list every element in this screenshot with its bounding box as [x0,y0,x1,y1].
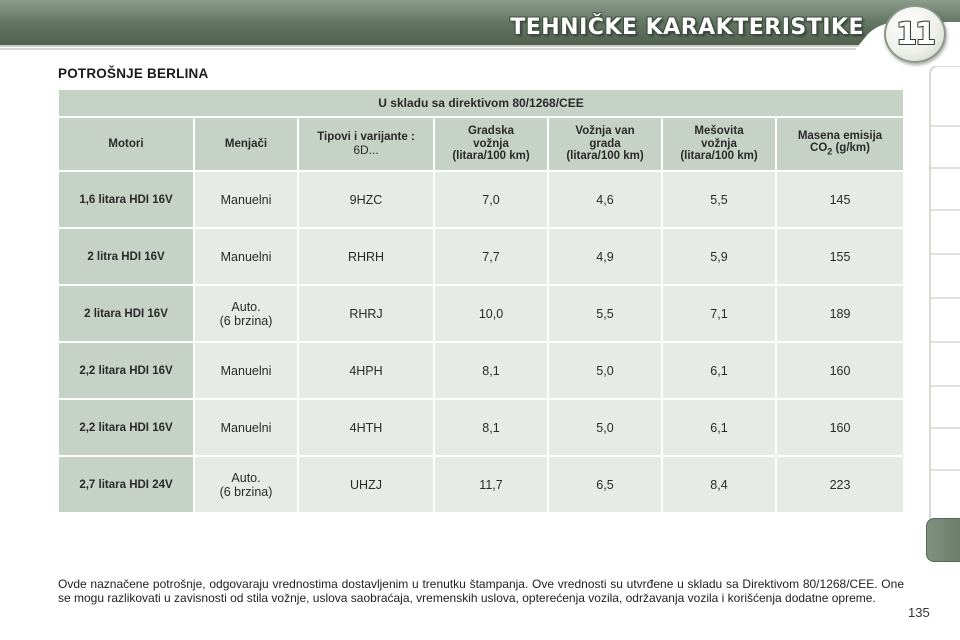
col-header-urban-l3: (litara/100 km) [452,150,530,163]
col-header-co2-sub: 2 [827,146,833,157]
cell-gearbox: Manuelni [195,400,297,455]
cell-engine: 2,2 litara HDI 16V [59,343,193,398]
cell-co2: 145 [777,172,903,227]
col-header-urban-l2: vožnja [473,137,509,150]
chapter-number: 11 [896,16,934,52]
cell-extra-urban: 5,5 [549,286,661,341]
cell-type: 9HZC [299,172,433,227]
section-title: POTROŠNJE BERLINA [58,66,209,81]
cell-urban: 8,1 [435,400,547,455]
col-header-extra-urban-l2: grada [589,137,621,150]
cell-urban: 7,7 [435,229,547,284]
cell-extra-urban: 5,0 [549,343,661,398]
table-row [59,343,903,398]
cell-combined: 6,1 [663,343,775,398]
col-header-urban [435,118,547,170]
col-header-extra-urban [549,118,661,170]
cell-co2: 189 [777,286,903,341]
col-header-combined-l1: Mešovita [694,125,744,138]
cell-urban: 10,0 [435,286,547,341]
cell-type: RHRH [299,229,433,284]
cell-engine: 2 litra HDI 16V [59,229,193,284]
table-header-row [59,118,903,170]
cell-urban: 7,0 [435,172,547,227]
cell-combined: 5,5 [663,172,775,227]
cell-urban: 11,7 [435,457,547,512]
cell-combined: 6,1 [663,400,775,455]
table-row [59,229,903,284]
col-header-co2 [777,118,903,170]
cell-co2: 160 [777,343,903,398]
col-header-types-label: Tipovi i varijante : [317,131,415,143]
cell-extra-urban: 4,6 [549,172,661,227]
cell-gearbox: Auto. (6 brzina) [195,286,297,341]
table-row [59,172,903,227]
consumption-table [57,88,905,514]
page-number: 135 [908,605,930,620]
cell-type: 4HPH [299,343,433,398]
table-row [59,400,903,455]
cell-gearbox: Auto. (6 brzina) [195,457,297,512]
col-header-types-value: 6D... [353,142,379,157]
cell-combined: 8,4 [663,457,775,512]
chapter-tab-strip [926,66,960,536]
chapter-number-badge [884,5,946,63]
col-header-types [299,118,433,170]
col-header-co2-unit: (g/km) [832,142,870,155]
table-row [59,457,903,512]
cell-gearbox: Manuelni [195,229,297,284]
table-row [59,286,903,341]
cell-gearbox: Manuelni [195,172,297,227]
cell-type: UHZJ [299,457,433,512]
col-header-combined-l2: vožnja [701,137,737,150]
col-header-co2-l1: Masena emisija [797,129,883,142]
col-header-engine: Motori [59,118,193,170]
cell-engine: 2,2 litara HDI 16V [59,400,193,455]
cell-co2: 160 [777,400,903,455]
table-body [59,172,903,512]
col-header-combined-l3: (litara/100 km) [680,150,758,163]
cell-co2: 223 [777,457,903,512]
cell-gearbox: Manuelni [195,343,297,398]
cell-engine: 2,7 litara HDI 24V [59,457,193,512]
cell-combined: 7,1 [663,286,775,341]
col-header-extra-urban-l3: (litara/100 km) [566,150,644,163]
cell-co2: 155 [777,229,903,284]
cell-extra-urban: 6,5 [549,457,661,512]
col-header-gearbox: Menjači [195,118,297,170]
cell-engine: 1,6 litara HDI 16V [59,172,193,227]
chapter-title: TEHNIČKE KARAKTERISTIKE [510,15,864,40]
cell-combined: 5,9 [663,229,775,284]
chapter-header [0,0,960,64]
col-header-extra-urban-l1: Vožnja van [575,125,635,138]
col-header-co2-prefix: CO [810,142,828,155]
col-header-urban-l1: Gradska [467,125,515,138]
cell-type: RHRJ [299,286,433,341]
table-caption: U skladu sa direktivom 80/1268/CEE [59,90,903,116]
active-chapter-tab[interactable] [926,518,960,562]
cell-engine: 2 litara HDI 16V [59,286,193,341]
cell-extra-urban: 5,0 [549,400,661,455]
cell-type: 4HTH [299,400,433,455]
cell-extra-urban: 4,9 [549,229,661,284]
col-header-combined [663,118,775,170]
cell-urban: 8,1 [435,343,547,398]
footnote-text: Ovde naznačene potrošnje, odgovaraju vrednostima dostavljenim u trenutku štampanja. Ove vrednosti su utvrđene u skladu sa Direktivom 80/1268/CEE. One se mogu razlikovati u zavisnosti od stila vožnje, uslova saobraćaja, vremenskih uslova, opterećenja vozila, održavanja vozila i korišćenja dodatne opreme. [58,577,904,605]
